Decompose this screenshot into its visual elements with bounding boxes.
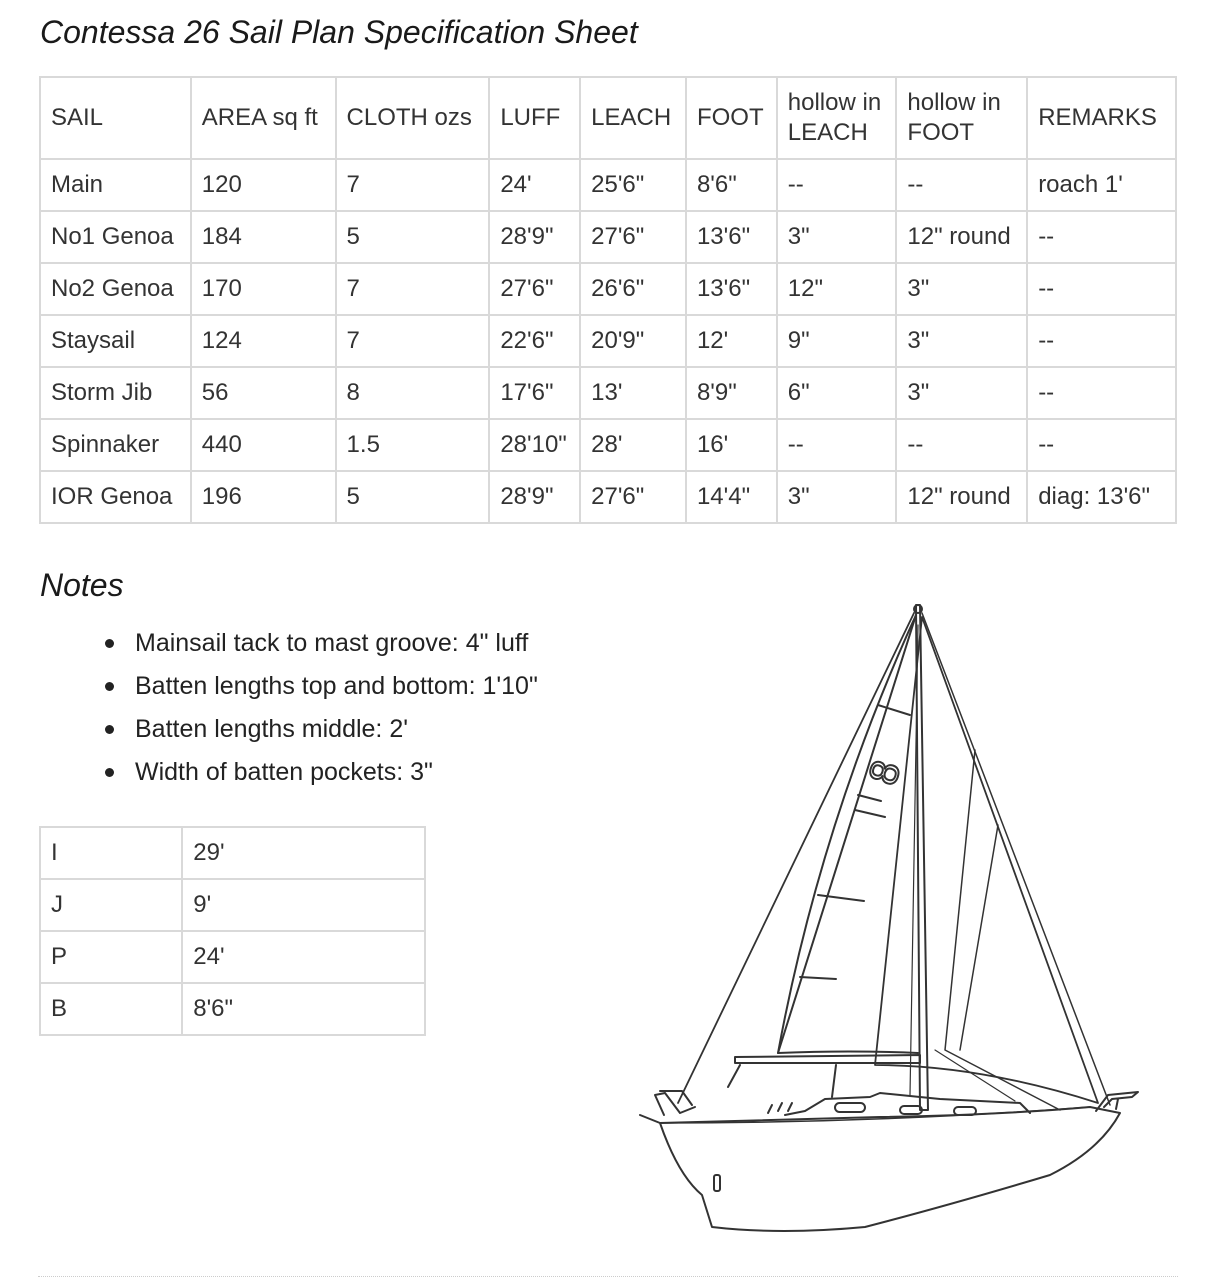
bullet-icon xyxy=(105,725,114,734)
column-header: REMARKS xyxy=(1027,77,1176,159)
page-title: Contessa 26 Sail Plan Specification Sheet xyxy=(40,14,638,50)
table-cell: 27'6" xyxy=(580,471,686,523)
note-text: Mainsail tack to mast groove: 4" luff xyxy=(135,629,529,657)
table-cell: -- xyxy=(896,419,1027,471)
dimension-value: 8'6" xyxy=(182,983,425,1035)
table-row xyxy=(40,367,1176,419)
table-cell: 440 xyxy=(191,419,336,471)
forestay xyxy=(922,613,1110,1105)
table-cell: 24' xyxy=(489,159,580,211)
column-header: SAIL xyxy=(40,77,191,159)
table-row xyxy=(40,471,1176,523)
table-row xyxy=(40,263,1176,315)
table-row xyxy=(40,211,1176,263)
notes-list xyxy=(95,622,538,794)
table-cell: 7 xyxy=(336,263,490,315)
table-cell: 3" xyxy=(896,315,1027,367)
porthole xyxy=(900,1106,922,1114)
mast xyxy=(916,605,928,1110)
outboard-bracket xyxy=(714,1175,720,1191)
hull-outline xyxy=(640,1107,1120,1231)
genoa xyxy=(875,617,1098,1103)
table-cell: 3" xyxy=(896,263,1027,315)
table-row xyxy=(40,159,1176,211)
table-cell: 3" xyxy=(777,471,897,523)
table-cell: 7 xyxy=(336,315,490,367)
mainsail xyxy=(778,615,918,1053)
table-cell: 5 xyxy=(336,211,490,263)
table-cell: 6" xyxy=(777,367,897,419)
column-header: hollow in LEACH xyxy=(777,77,897,159)
table-cell: 22'6" xyxy=(489,315,580,367)
table-cell: 28'9" xyxy=(489,211,580,263)
table-cell: -- xyxy=(1027,263,1176,315)
table-row xyxy=(40,983,425,1035)
dimension-label: I xyxy=(40,827,182,879)
table-cell: 14'4" xyxy=(686,471,777,523)
bow-pulpit xyxy=(1096,1092,1138,1111)
table-cell: -- xyxy=(777,159,897,211)
table-row xyxy=(40,931,425,983)
note-text: Width of batten pockets: 3" xyxy=(135,758,433,786)
table-cell: -- xyxy=(1027,315,1176,367)
table-cell: 27'6" xyxy=(580,211,686,263)
boom xyxy=(735,1055,920,1063)
dimension-value: 29' xyxy=(182,827,425,879)
cabin-top xyxy=(785,1093,1030,1115)
table-cell: -- xyxy=(1027,211,1176,263)
table-cell: -- xyxy=(896,159,1027,211)
table-cell: 28'9" xyxy=(489,471,580,523)
notes-heading: Notes xyxy=(40,567,124,603)
dimension-label: B xyxy=(40,983,182,1035)
column-header: LEACH xyxy=(580,77,686,159)
winch xyxy=(768,1103,792,1113)
table-cell: 12' xyxy=(686,315,777,367)
table-cell: 13'6" xyxy=(686,263,777,315)
table-cell: 12" xyxy=(777,263,897,315)
table-cell: 120 xyxy=(191,159,336,211)
table-cell: 13' xyxy=(580,367,686,419)
table-header-row xyxy=(40,77,1176,159)
sail-name-cell: Spinnaker xyxy=(40,419,191,471)
table-cell: 5 xyxy=(336,471,490,523)
table-cell: 28' xyxy=(580,419,686,471)
table-cell: -- xyxy=(777,419,897,471)
table-cell: 8'9" xyxy=(686,367,777,419)
rig-dimensions-table xyxy=(39,826,426,1036)
column-header: CLOTH ozs xyxy=(336,77,490,159)
pushpit xyxy=(655,1091,695,1115)
sailboat-illustration xyxy=(620,595,1150,1255)
column-header: LUFF xyxy=(489,77,580,159)
dimension-value: 9' xyxy=(182,879,425,931)
table-cell: diag: 13'6" xyxy=(1027,471,1176,523)
table-cell: -- xyxy=(1027,419,1176,471)
sail-number: 8 xyxy=(860,755,910,791)
column-header: hollow in FOOT xyxy=(896,77,1027,159)
bullet-icon xyxy=(105,682,114,691)
list-item xyxy=(95,622,538,665)
column-header: AREA sq ft xyxy=(191,77,336,159)
batten xyxy=(800,705,910,979)
list-item xyxy=(95,751,538,794)
bullet-icon xyxy=(105,639,114,648)
table-row xyxy=(40,419,1176,471)
table-cell: 184 xyxy=(191,211,336,263)
gallows xyxy=(728,1065,836,1097)
table-cell: 12" round xyxy=(896,471,1027,523)
table-cell: 13'6" xyxy=(686,211,777,263)
table-cell: 3" xyxy=(777,211,897,263)
table-cell: 3" xyxy=(896,367,1027,419)
jib-sheet xyxy=(935,1050,1015,1101)
dimension-label: P xyxy=(40,931,182,983)
table-cell: 170 xyxy=(191,263,336,315)
column-header: FOOT xyxy=(686,77,777,159)
dimension-value: 24' xyxy=(182,931,425,983)
table-cell: 27'6" xyxy=(489,263,580,315)
table-cell: 56 xyxy=(191,367,336,419)
table-cell: -- xyxy=(1027,367,1176,419)
table-row xyxy=(40,827,425,879)
table-cell: 25'6" xyxy=(580,159,686,211)
sail-spec-table xyxy=(39,76,1177,524)
sail-name-cell: Main xyxy=(40,159,191,211)
sail-name-cell: No2 Genoa xyxy=(40,263,191,315)
list-item xyxy=(95,708,538,751)
table-cell: 9" xyxy=(777,315,897,367)
sail-name-cell: No1 Genoa xyxy=(40,211,191,263)
porthole xyxy=(835,1103,865,1112)
table-cell: 8'6" xyxy=(686,159,777,211)
sail-name-cell: IOR Genoa xyxy=(40,471,191,523)
table-cell: 196 xyxy=(191,471,336,523)
table-cell: 17'6" xyxy=(489,367,580,419)
table-cell: 124 xyxy=(191,315,336,367)
table-cell: 16' xyxy=(686,419,777,471)
table-cell: roach 1' xyxy=(1027,159,1176,211)
table-cell: 20'9" xyxy=(580,315,686,367)
sail-name-cell: Storm Jib xyxy=(40,367,191,419)
page-divider xyxy=(38,1276,1178,1277)
table-cell: 12" round xyxy=(896,211,1027,263)
table-cell: 8 xyxy=(336,367,490,419)
sail-name-cell: Staysail xyxy=(40,315,191,367)
table-cell: 1.5 xyxy=(336,419,490,471)
note-text: Batten lengths middle: 2' xyxy=(135,715,408,743)
staysail-leech xyxy=(960,825,998,1050)
table-cell: 28'10" xyxy=(489,419,580,471)
table-row xyxy=(40,315,1176,367)
bullet-icon xyxy=(105,768,114,777)
table-row xyxy=(40,879,425,931)
list-item xyxy=(95,665,538,708)
dimension-label: J xyxy=(40,879,182,931)
table-cell: 7 xyxy=(336,159,490,211)
note-text: Batten lengths top and bottom: 1'10" xyxy=(135,672,538,700)
table-cell: 26'6" xyxy=(580,263,686,315)
